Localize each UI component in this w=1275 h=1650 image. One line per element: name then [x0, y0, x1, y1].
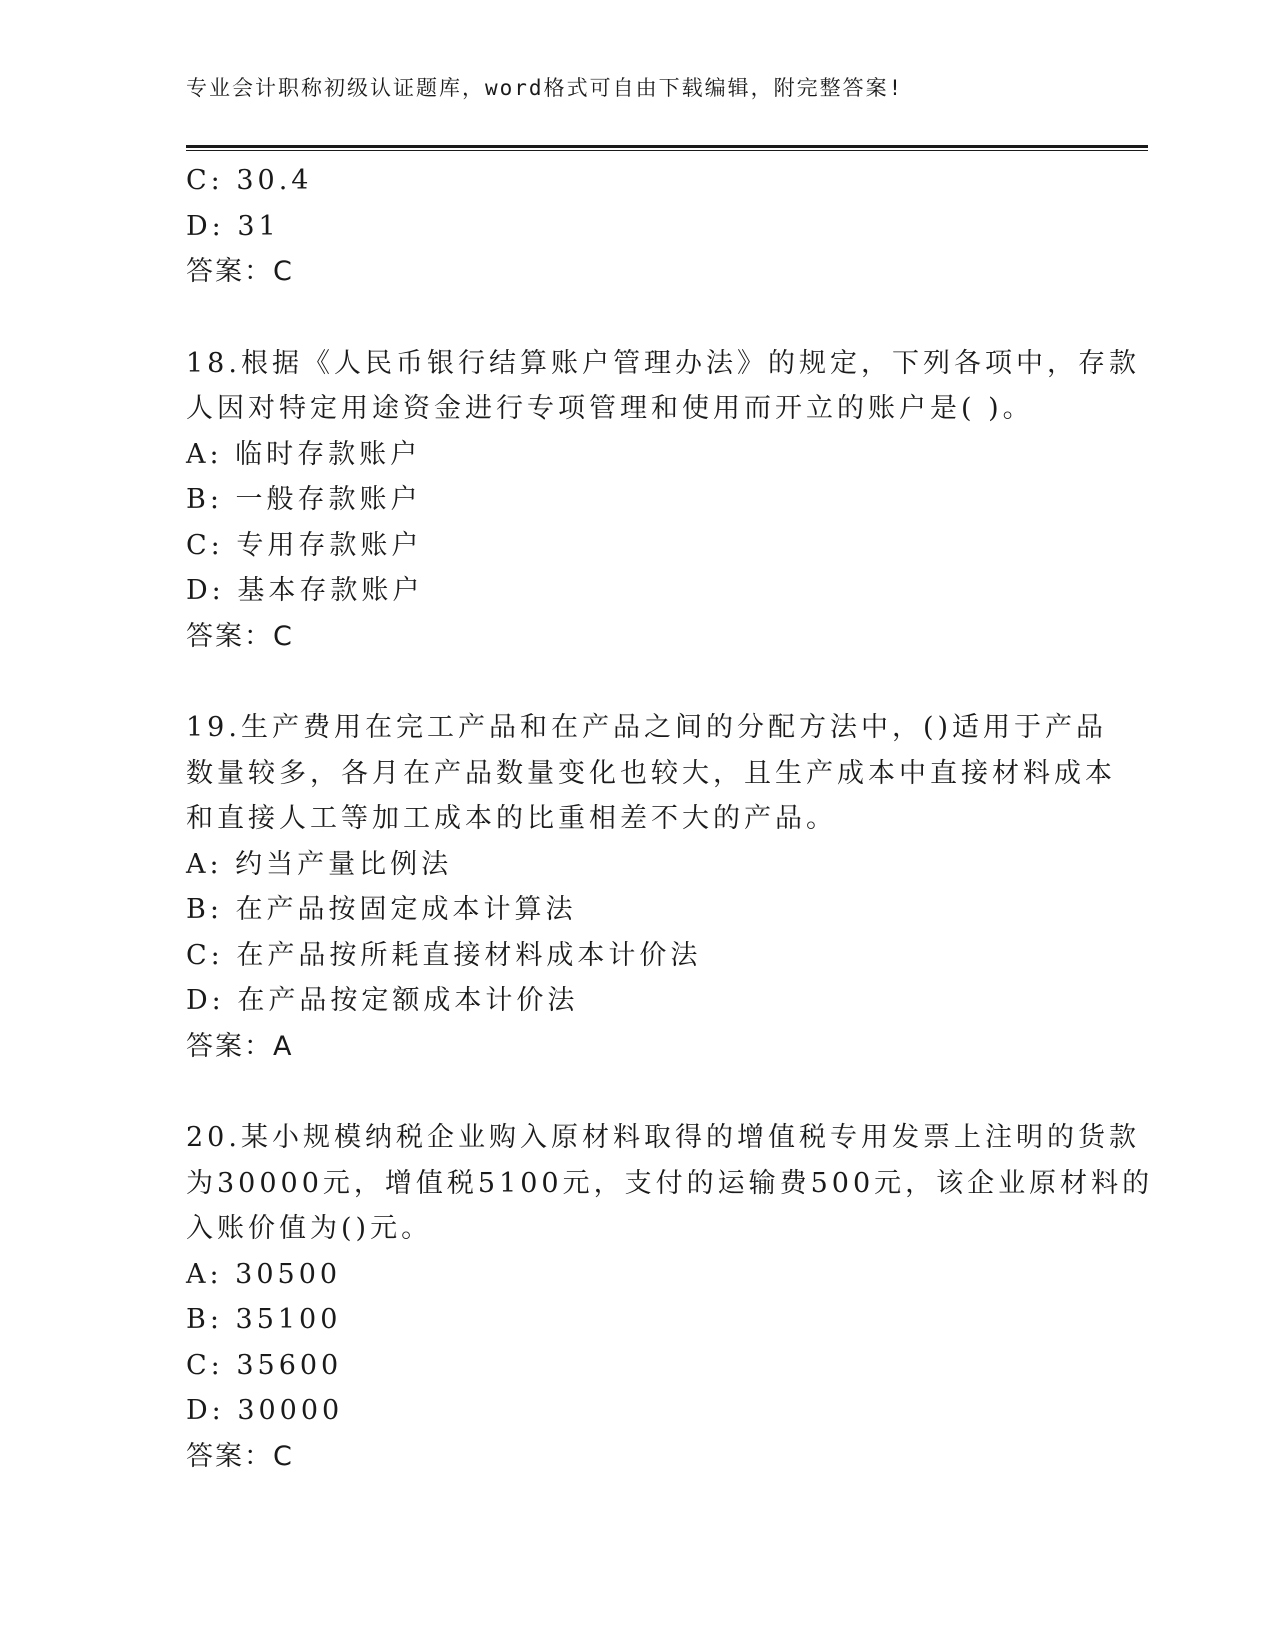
option-d: D: 在产品按定额成本计价法: [186, 985, 579, 1016]
question-19: [186, 705, 1116, 1069]
spacer: [186, 295, 1086, 341]
header-rule-thick: [186, 145, 1148, 148]
question-text: 20.某小规模纳税企业购入原材料取得的增值税专用发票上注明的货款: [186, 1122, 1140, 1153]
answer: 答案：C: [186, 1440, 294, 1472]
page-header: 专业会计职称初级认证题库，word格式可自由下载编辑，附完整答案!: [186, 76, 904, 100]
prev-question: [186, 158, 1086, 295]
option-a: A: 约当产量比例法: [186, 848, 453, 880]
question-text: 数量较多，各月在产品数量变化也较大，且生产成本中直接材料成本: [186, 757, 1116, 789]
option-c: C: 在产品按所耗直接材料成本计价法: [186, 939, 702, 971]
spacer: [186, 659, 1086, 705]
option-b: B: 35100: [186, 1304, 342, 1335]
header-rule-thin: [186, 150, 1148, 151]
question-text: 入账价值为()元。: [186, 1213, 433, 1244]
spacer: [186, 1069, 1086, 1115]
question-text: 为30000元，增值税5100元，支付的运输费500元，该企业原材料的: [186, 1167, 1154, 1199]
option-d: D: 基本存款账户: [186, 575, 424, 606]
option-b: B: 在产品按固定成本计算法: [186, 894, 577, 925]
question-text: 人因对特定用途资金进行专项管理和使用而开立的账户是( )。: [186, 393, 1034, 424]
question-content: [186, 158, 1154, 1479]
option-c: C: 30.4: [186, 165, 313, 196]
option-a: A: 临时存款账户: [186, 438, 422, 470]
option-b: B: 一般存款账户: [186, 484, 422, 515]
answer: 答案：C: [186, 620, 294, 652]
option-c: C: 专用存款账户: [186, 529, 423, 561]
question-text: 19.生产费用在完工产品和在产品之间的分配方法中，()适用于产品: [186, 712, 1108, 743]
question-18: [186, 341, 1140, 660]
option-d: D: 31: [186, 210, 280, 242]
answer: 答案：A: [186, 1030, 294, 1062]
question-20: [186, 1115, 1154, 1479]
option-d: D: 30000: [186, 1395, 344, 1426]
option-a: A: 30500: [186, 1258, 342, 1290]
question-text: 和直接人工等加工成本的比重相差不大的产品。: [186, 803, 837, 834]
option-c: C: 35600: [186, 1349, 343, 1381]
question-text: 18.根据《人民币银行结算账户管理办法》的规定，下列各项中，存款: [186, 347, 1140, 379]
answer: 答案：C: [186, 256, 294, 287]
